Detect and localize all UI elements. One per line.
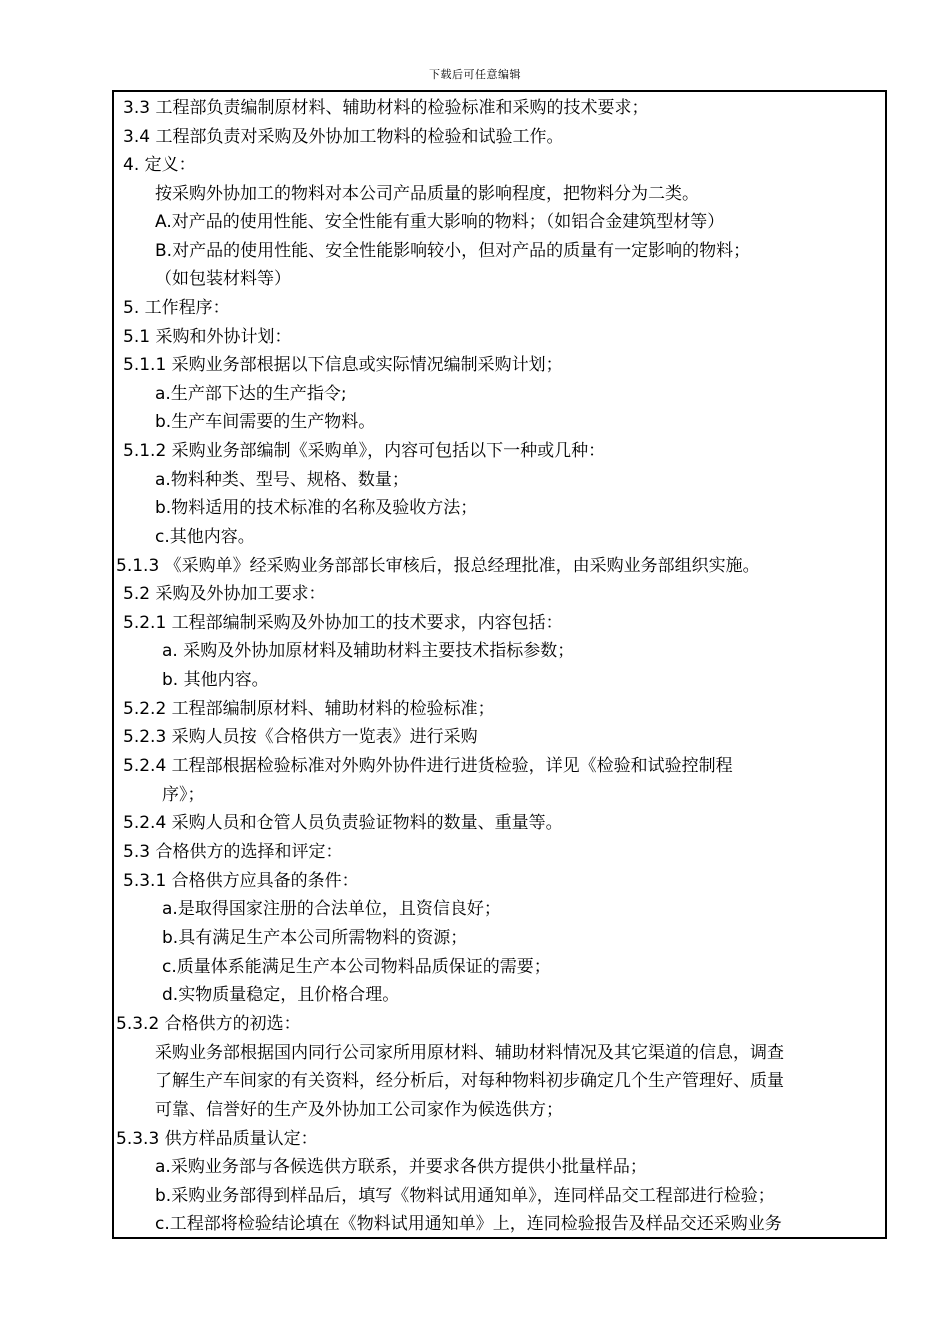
text-line: B.对产品的使用性能、安全性能影响较小，但对产品的质量有一定影响的物料； (155, 241, 751, 261)
text-line: 5.2.1 工程部编制采购及外协加工的技术要求，内容包括： (123, 613, 563, 633)
text-line: 5.1.2 采购业务部编制《采购单》，内容可包括以下一种或几种： (123, 441, 606, 461)
text-line: 5.2.3 采购人员按《合格供方一览表》进行采购 (123, 727, 478, 747)
text-line: c.其他内容。 (155, 527, 255, 547)
text-line: 5.2 采购及外协加工要求： (123, 584, 326, 604)
text-line: 3.4 工程部负责对采购及外协加工物料的检验和试验工作。 (123, 127, 564, 147)
text-line: 5.3.1 合格供方应具备的条件： (123, 871, 359, 891)
text-line: b.物料适用的技术标准的名称及验收方法； (155, 498, 478, 518)
text-line: a. 采购及外协加原材料及辅助材料主要技术指标参数； (162, 641, 575, 661)
text-line: 序》； (162, 785, 205, 805)
text-line: a.生产部下达的生产指令; (155, 384, 347, 404)
text-line: 采购业务部根据国内同行公司家所用原材料、辅助材料情况及其它渠道的信息，调查 (155, 1043, 784, 1063)
text-line: a.是取得国家注册的合法单位，且资信良好； (162, 899, 501, 919)
content-frame (112, 90, 887, 1239)
text-line: 按采购外协加工的物料对本公司产品质量的影响程度，把物料分为二类。 (155, 184, 699, 204)
text-line: 可靠、信誉好的生产及外协加工公司家作为候选供方； (155, 1100, 563, 1120)
text-line: 5.1.3 《采购单》经采购业务部部长审核后，报总经理批准，由采购业务部组织实施。 (116, 556, 760, 576)
text-line: b.生产车间需要的生产物料。 (155, 412, 376, 432)
text-line: 3.3 工程部负责编制原材料、辅助材料的检验标准和采购的技术要求； (123, 98, 649, 118)
text-line: b.采购业务部得到样品后，填写《物料试用通知单》，连同样品交工程部进行检验； (155, 1186, 775, 1206)
text-line: 4. 定义： (123, 155, 196, 175)
text-line: 5.3.2 合格供方的初选： (116, 1014, 301, 1034)
text-line: （如包装材料等） (155, 269, 291, 289)
text-line: 5.2.4 工程部根据检验标准对外购外协件进行进货检验，详见《检验和试验控制程 (123, 756, 733, 776)
text-line: a.物料种类、型号、规格、数量； (155, 470, 409, 490)
text-line: A.对产品的使用性能、安全性能有重大影响的物料；（如铝合金建筑型材等） (155, 212, 725, 232)
text-line: b.具有满足生产本公司所需物料的资源； (162, 928, 468, 948)
text-line: b. 其他内容。 (162, 670, 269, 690)
text-line: 5.2.2 工程部编制原材料、辅助材料的检验标准； (123, 699, 495, 719)
text-line: c.质量体系能满足生产本公司物料品质保证的需要； (162, 957, 551, 977)
text-line: 5.3 合格供方的选择和评定： (123, 842, 343, 862)
text-line: 5.2.4 采购人员和仓管人员负责验证物料的数量、重量等。 (123, 813, 563, 833)
page-header: 下载后可任意编辑 (429, 68, 521, 81)
text-line: d.实物质量稳定，且价格合理。 (162, 985, 400, 1005)
text-line: 5. 工作程序： (123, 298, 230, 318)
text-line: 5.3.3 供方样品质量认定： (116, 1129, 318, 1149)
text-line: c.工程部将检验结论填在《物料试用通知单》上，连同检验报告及样品交还采购业务 (155, 1214, 782, 1234)
text-line: a.采购业务部与各候选供方联系，并要求各供方提供小批量样品； (155, 1157, 647, 1177)
text-line: 5.1.1 采购业务部根据以下信息或实际情况编制采购计划； (123, 355, 563, 375)
text-line: 5.1 采购和外协计划： (123, 327, 292, 347)
text-line: 了解生产车间家的有关资料，经分析后，对每种物料初步确定几个生产管理好、质量 (155, 1071, 784, 1091)
